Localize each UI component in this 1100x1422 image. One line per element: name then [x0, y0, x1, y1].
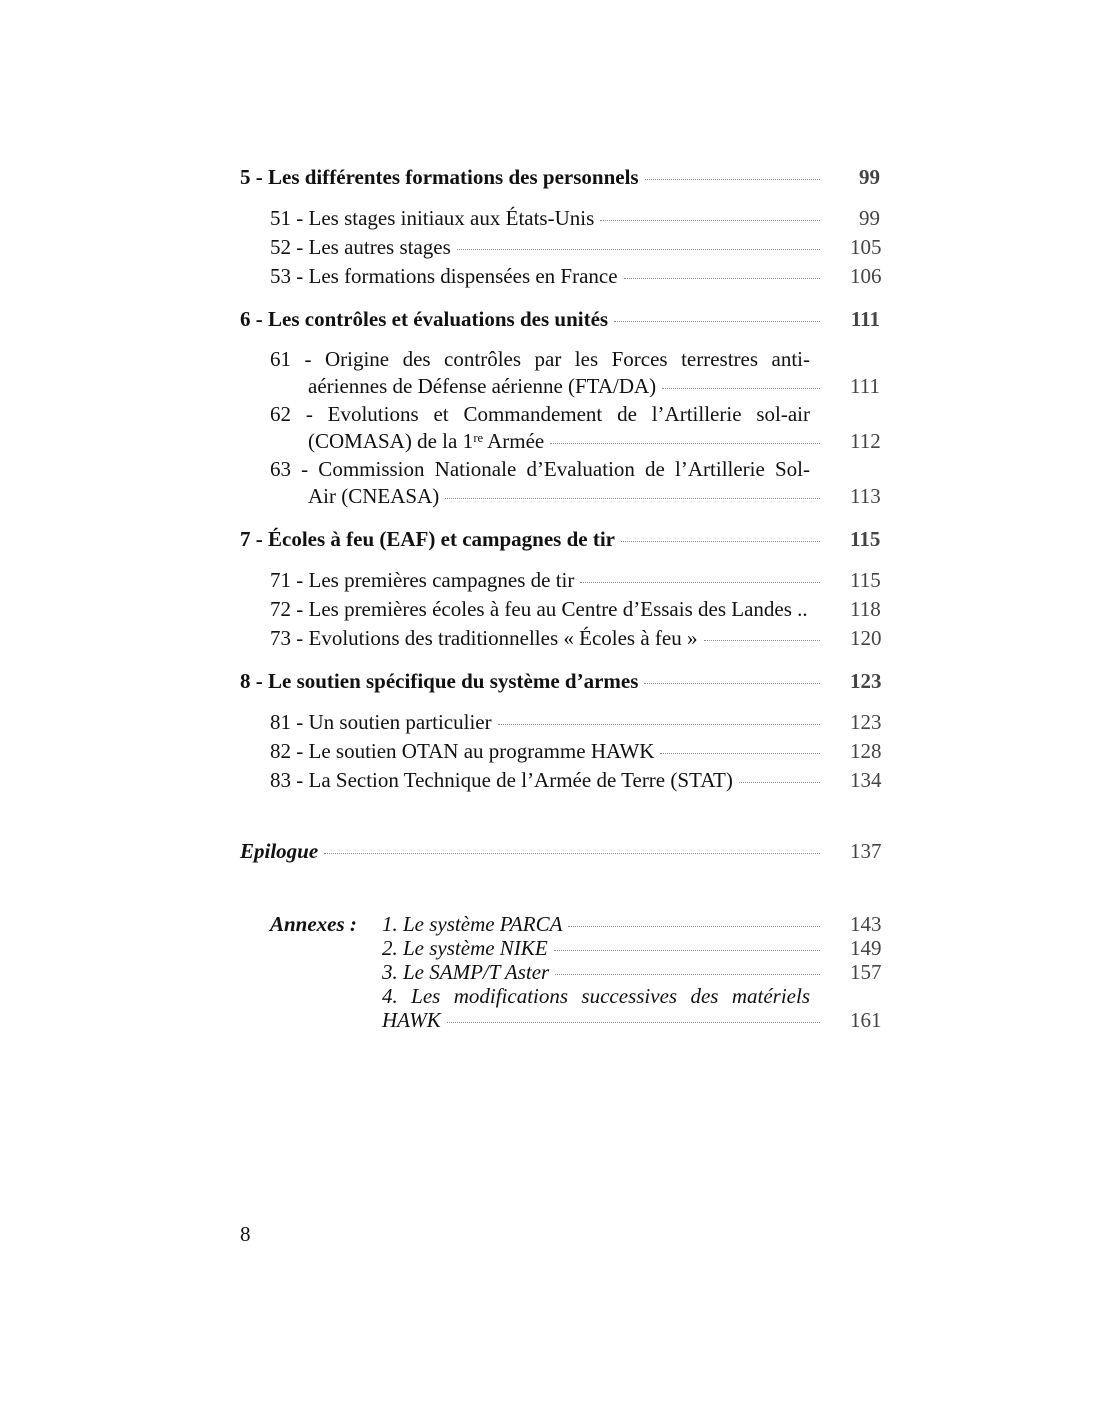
annex-entry-3 [382, 960, 880, 984]
annex-entry-4-line1: 4. Les modifications successives des matériels [382, 984, 810, 1008]
dot-leader [324, 853, 820, 854]
dot-leader [580, 582, 820, 583]
toc-page-number: 115 [850, 527, 881, 551]
toc-page-number: 105 [850, 235, 882, 259]
toc-entry-63 [240, 456, 880, 511]
dot-leader [660, 753, 820, 754]
dot-leader [614, 321, 820, 322]
toc-page-number: 99 [859, 206, 880, 230]
toc-entry-73 [240, 624, 880, 653]
table-of-contents [240, 163, 880, 1032]
annex-entry-1 [382, 912, 880, 936]
toc-entry-title: 53 - Les formations dispensées en France [270, 264, 618, 288]
dot-leader [554, 950, 820, 951]
toc-entry-53 [240, 262, 880, 291]
toc-entry-title: 73 - Evolutions des traditionnelles « Écoles à feu » [270, 626, 698, 650]
toc-entry-title-line1: 63 - Commission Nationale d’Evaluation de l’Artillerie Sol- [270, 457, 810, 481]
toc-page-number: 120 [850, 626, 882, 650]
toc-section-7 [240, 525, 880, 554]
page-number: 8 [240, 1222, 251, 1246]
dot-leader [445, 498, 820, 499]
toc-entry-title-line1: 62 - Evolutions et Commandement de l’Artillerie sol-air [270, 402, 810, 426]
dot-leader [644, 683, 820, 684]
dot-leader [662, 388, 820, 389]
toc-entry-title: 82 - Le soutien OTAN au programme HAWK [270, 739, 655, 763]
dot-leader [555, 974, 820, 975]
toc-page-number: 106 [850, 264, 882, 288]
toc-entry-title-line2: aériennes de Défense aérienne (FTA/DA) [308, 374, 657, 398]
dot-leader [457, 249, 820, 250]
toc-epilogue [240, 837, 880, 866]
toc-entry-title: 6 - Les contrôles et évaluations des unités [240, 307, 609, 331]
toc-page-number: 99 [859, 165, 880, 189]
toc-entry-title: 5 - Les différentes formations des personnels [240, 165, 639, 189]
toc-page-number: 111 [850, 307, 880, 331]
toc-page-number: 115 [850, 568, 881, 592]
toc-section-6 [240, 305, 880, 334]
toc-page-number: 149 [850, 936, 882, 960]
dot-leader [645, 179, 820, 180]
toc-entry-continuation [270, 372, 880, 401]
toc-entry-83 [240, 766, 880, 795]
toc-entry-title: 83 - La Section Technique de l’Armée de Terre (STAT) [270, 768, 733, 792]
dot-leader [498, 724, 820, 725]
toc-entry-title: 3. Le SAMP/T Aster [382, 960, 550, 984]
toc-entry-72 [240, 595, 880, 624]
toc-entry-61 [240, 346, 880, 401]
toc-entry-62 [240, 401, 880, 456]
toc-entry-continuation [270, 427, 880, 456]
toc-entry-title-line1: 61 - Origine des contrôles par les Forces terrestres anti- [270, 347, 810, 371]
toc-entry-title: 72 - Les premières écoles à feu au Centre d’Essais des Landes .. [270, 597, 808, 621]
toc-entry-81 [240, 708, 880, 737]
toc-page-number: 134 [850, 768, 882, 792]
toc-page-number: 128 [850, 739, 882, 763]
toc-page-number: 112 [850, 429, 881, 453]
toc-entry-title: 8 - Le soutien spécifique du système d’armes [240, 669, 639, 693]
dot-leader [568, 926, 820, 927]
toc-entry-71 [240, 566, 880, 595]
dot-leader [704, 640, 821, 641]
toc-section-5 [240, 163, 880, 192]
dot-leader [624, 278, 820, 279]
toc-entry-title: 7 - Écoles à feu (EAF) et campagnes de tir [240, 527, 616, 551]
dot-leader [447, 1022, 820, 1023]
dot-leader [550, 443, 820, 444]
toc-entry-title-line2: (COMASA) de la 1ʳᵉ Armée [308, 429, 545, 453]
toc-entry-title: Epilogue [240, 839, 319, 863]
annex-entry-4 [382, 1008, 880, 1032]
toc-entry-51 [240, 204, 880, 233]
annex-entry-2 [382, 936, 880, 960]
dot-leader [621, 541, 820, 542]
toc-entry-title: 81 - Un soutien particulier [270, 710, 492, 734]
toc-entry-title-line2: Air (CNEASA) [308, 484, 440, 508]
dot-leader [739, 782, 820, 783]
toc-annexes [240, 912, 880, 1032]
toc-page-number: 143 [850, 912, 882, 936]
toc-page-number: 161 [850, 1008, 882, 1032]
toc-entry-82 [240, 737, 880, 766]
toc-entry-title: 2. Le système NIKE [382, 936, 548, 960]
toc-entry-continuation [270, 482, 880, 511]
toc-entry-title-line2: HAWK [382, 1008, 441, 1032]
toc-entry-title: 71 - Les premières campagnes de tir [270, 568, 575, 592]
toc-page-number: 123 [850, 710, 882, 734]
toc-page-number: 157 [850, 960, 882, 984]
toc-entry-52 [240, 233, 880, 262]
toc-section-8 [240, 667, 880, 696]
toc-page-number: 137 [850, 839, 882, 863]
toc-entry-title: 52 - Les autres stages [270, 235, 451, 259]
toc-entry-title: 51 - Les stages initiaux aux États-Unis [270, 206, 595, 230]
toc-entry-title: 1. Le système PARCA [382, 912, 563, 936]
toc-page-number: 113 [850, 484, 881, 508]
annexes-label: Annexes : [270, 912, 357, 936]
toc-page-number: 118 [850, 597, 881, 621]
toc-page-number: 123 [850, 669, 882, 693]
annexes-list [382, 912, 880, 1032]
dot-leader [600, 220, 820, 221]
toc-page-number: 111 [850, 374, 880, 398]
